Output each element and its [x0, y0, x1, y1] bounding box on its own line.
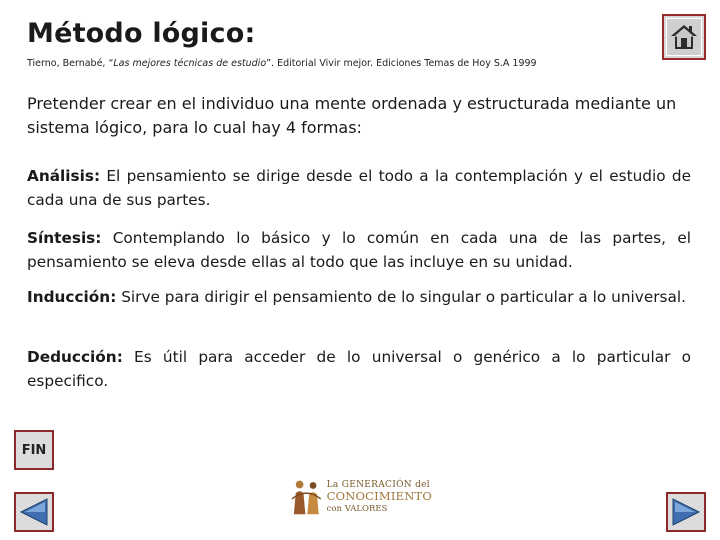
- method-induccion: [27, 285, 691, 309]
- home-icon: [669, 22, 699, 52]
- method-description: Contemplando lo básico y lo común en cada una de las partes, el pensamiento se eleva desde ellas al todo que las incluye en su unidad.: [27, 229, 691, 271]
- method-description: El pensamiento se dirige desde el todo a la contemplación y el estudio de cada una de sus partes.: [27, 167, 691, 209]
- home-button-face: [666, 18, 702, 56]
- home-button[interactable]: [662, 14, 706, 60]
- citation-book-title: Las mejores técnicas de estudio: [113, 58, 267, 69]
- method-description: Es útil para acceder de lo universal o genérico a lo particular o especifico.: [27, 348, 691, 390]
- method-term: Análisis:: [27, 167, 101, 185]
- method-deduccion: [27, 345, 691, 393]
- logo-line-1: La GENERACIÓN del: [326, 480, 430, 490]
- arrow-right-icon: [670, 496, 702, 528]
- citation-publisher: ”. Editorial Vivir mejor. Ediciones Temas de Hoy S.A 1999: [266, 58, 537, 69]
- logo-figures-icon: [290, 477, 323, 517]
- method-term: Inducción:: [27, 288, 117, 306]
- fin-button[interactable]: FIN: [14, 430, 54, 470]
- previous-button[interactable]: [14, 492, 54, 532]
- citation-author: Tierno, Bernabé, “: [27, 58, 114, 69]
- method-analisis: [27, 164, 691, 212]
- logo-text: [327, 481, 432, 513]
- page-title: Método lógico:: [27, 18, 256, 49]
- method-term: Deducción:: [27, 348, 123, 366]
- logo-line-3: con VALORES: [326, 503, 388, 514]
- method-description: Sirve para dirigir el pensamiento de lo singular o particular a lo universal.: [116, 288, 686, 306]
- method-term: Síntesis:: [27, 229, 102, 247]
- logo-line-2: CONOCIMIENTO: [326, 489, 432, 503]
- intro-text: Pretender crear en el individuo una mente ordenada y estructurada mediante un sistema lógico, para lo cual hay 4 formas:: [27, 94, 677, 137]
- method-sintesis: [27, 226, 691, 274]
- arrow-left-icon: [18, 496, 50, 528]
- citation: [27, 58, 587, 69]
- next-button[interactable]: [666, 492, 706, 532]
- logo: [290, 476, 432, 518]
